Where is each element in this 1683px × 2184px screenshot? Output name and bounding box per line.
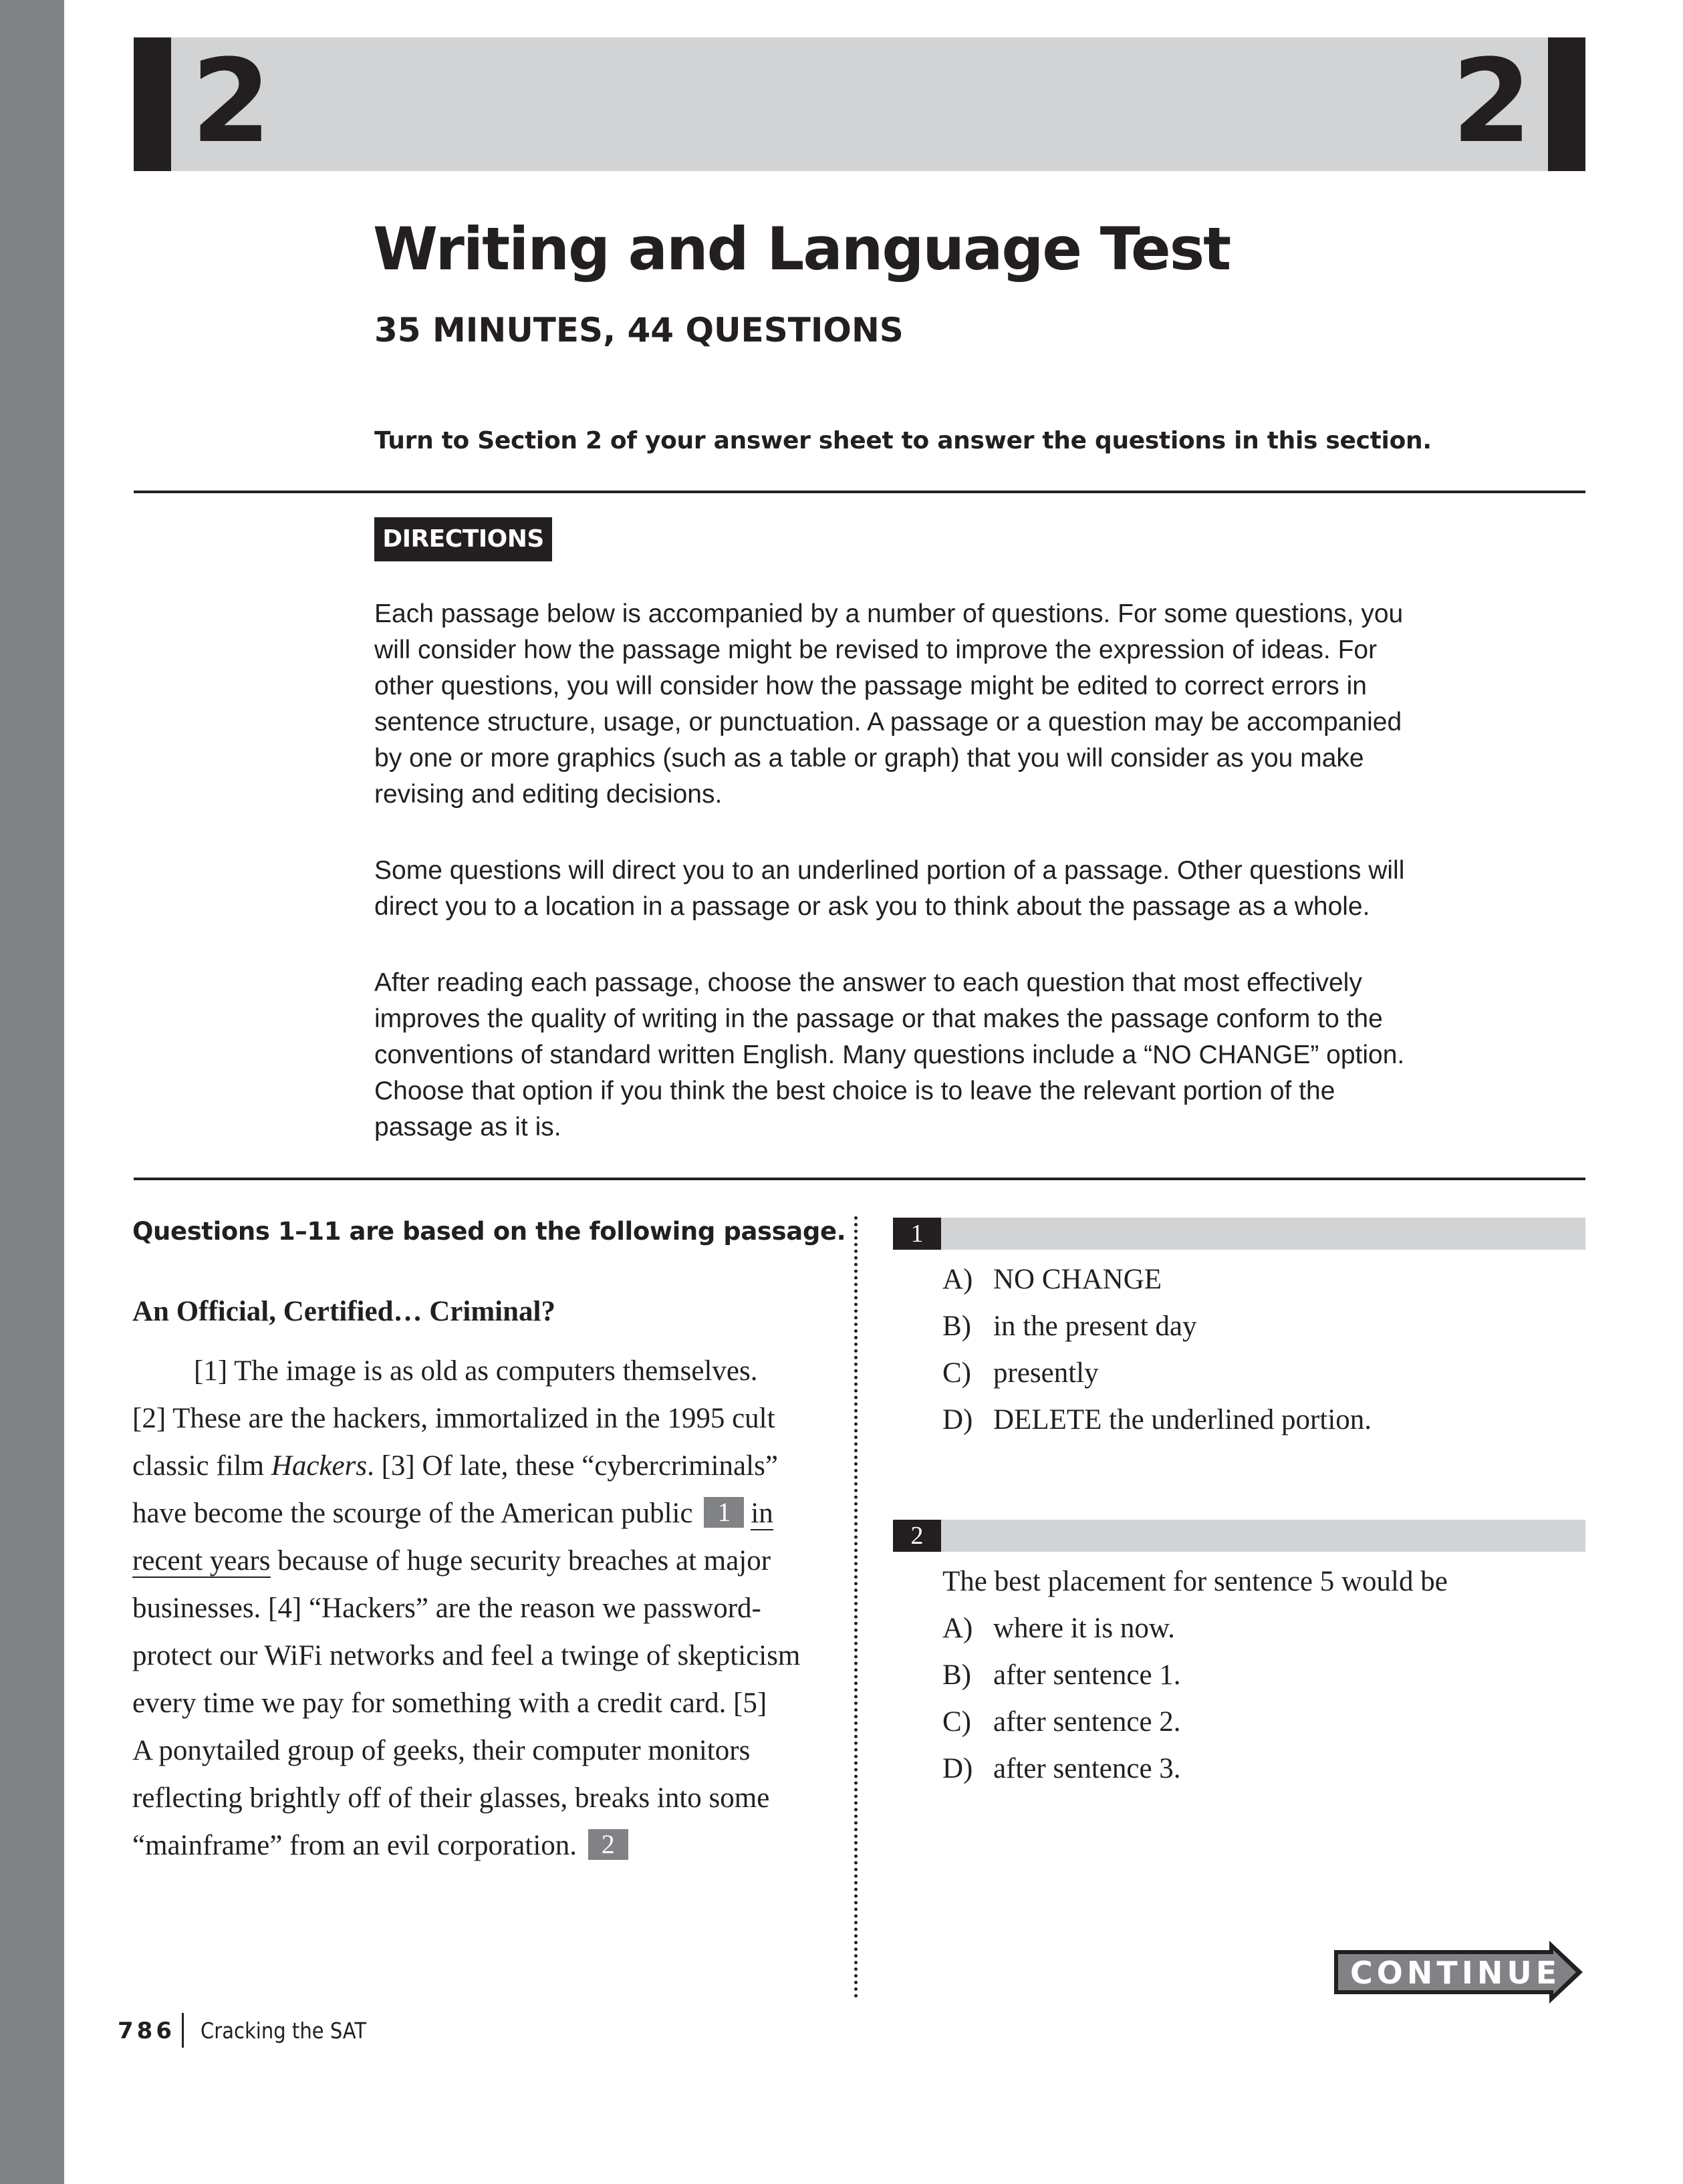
section-banner [134,34,1585,171]
passage-line [132,1537,821,1585]
underlined-portion[interactable]: in [751,1498,773,1529]
passage-line: [1] The image is as old as computers themselves. [194,1355,758,1387]
section-number-left: 2 [191,34,271,168]
divider-rule-top [134,491,1585,493]
choice-text: after sentence 1. [993,1659,1181,1691]
choice-letter: A) [942,1264,973,1295]
question-marker-1[interactable]: 1 [704,1497,744,1528]
answer-choice[interactable] [942,1397,1372,1444]
question-2-header [893,1520,1585,1552]
choice-text: NO CHANGE [993,1264,1162,1295]
film-title: Hackers [271,1450,368,1482]
passage-text-run: “mainframe” from an evil corporation. [132,1830,577,1861]
choice-text: in the present day [993,1311,1197,1342]
column-divider [854,1216,858,1998]
page-edge-strip [0,0,64,2184]
choice-letter: C) [942,1357,971,1389]
passage-line [132,1490,821,1537]
banner-bar-left [134,37,171,171]
continue-button[interactable] [1334,1941,1583,2004]
passage-line: every time we pay for something with a credit card. [5] [132,1687,767,1719]
passage-line: [2] These are the hackers, immortalized in the 1995 cult [132,1403,775,1434]
book-title: Cracking the SAT [201,2018,367,2044]
answer-choice[interactable] [942,1746,1181,1792]
passage-text [132,1347,821,1869]
divider-rule-bottom [134,1178,1585,1180]
question-2-stem: The best placement for sentence 5 would be [942,1566,1448,1597]
question-number: 1 [893,1218,941,1250]
choice-letter: D) [942,1753,973,1784]
choice-text: after sentence 3. [993,1753,1181,1784]
directions-paragraph: Each passage below is accompanied by a number of questions. For some questions, you will consider how the passage might be revised to improve the expression of ideas. For other questions, you will consider how the passage might be edited to correct errors in sentence structure, usage, or punctuation. A passage or a question may be accompanied by one or more graphics (such as a table or graph) that you will consider as you make revising and editing decisions. [374,599,1404,809]
answer-choice[interactable] [942,1699,1181,1746]
directions-paragraph: After reading each passage, choose the answer to each question that most effectively improves the quality of writing in the passage or that makes the passage conform to the conventions of standard written English. Many questions include a “NO CHANGE” option. Choose that option if you think the best choice is to leave the relevant portion of the passage as it is. [374,968,1405,1141]
passage-text-run: have become the scourge of the American public [132,1498,693,1529]
passage-line: businesses. [4] “Hackers” are the reason we password- [132,1593,761,1624]
choice-text: where it is now. [993,1613,1175,1644]
continue-label: CONTINUE [1350,1955,1561,1991]
question-marker-2[interactable]: 2 [588,1829,628,1860]
choice-letter: D) [942,1404,973,1436]
passage-line: protect our WiFi networks and feel a twinge of skepticism [132,1640,801,1671]
passage-line: A ponytailed group of geeks, their computer monitors [132,1735,751,1766]
directions-text [374,596,1430,1186]
passage-text-run: classic film [132,1450,271,1482]
choice-letter: C) [942,1706,971,1738]
choice-letter: B) [942,1659,971,1691]
answer-choice[interactable] [942,1256,1372,1303]
passage-text-run: . [3] Of late, these “cybercriminals” [367,1450,778,1482]
passage-line [132,1442,821,1490]
answer-choice[interactable] [942,1303,1372,1350]
choice-text: presently [993,1357,1099,1389]
banner-bar-right [1548,37,1585,171]
underlined-portion[interactable]: recent years [132,1545,271,1577]
test-timing: 35 MINUTES, 44 QUESTIONS [374,311,904,350]
passage-text-run: because of huge security breaches at major [270,1545,771,1577]
answer-choice[interactable] [942,1605,1181,1652]
section-number-right: 2 [1452,34,1532,168]
choice-text: after sentence 2. [993,1706,1181,1738]
question-number: 2 [893,1520,941,1552]
answer-choice[interactable] [942,1350,1372,1397]
answer-sheet-instruction: Turn to Section 2 of your answer sheet to answer the questions in this section. [374,427,1432,454]
directions-paragraph: Some questions will direct you to an underlined portion of a passage. Other questions will direct you to a location in a passage or ask you to think about the passage as a whole. [374,856,1405,921]
directions-label: DIRECTIONS [374,517,552,561]
choice-text: DELETE the underlined portion. [993,1404,1372,1436]
page-number: 786 [118,2018,175,2044]
question-1-choices [942,1256,1372,1444]
passage-title: An Official, Certified… Criminal? [132,1296,555,1327]
question-1-header [893,1218,1585,1250]
page-title: Writing and Language Test [373,215,1231,283]
passage-line [132,1822,821,1869]
choice-letter: A) [942,1613,973,1644]
question-2-choices [942,1605,1181,1792]
choice-letter: B) [942,1311,971,1342]
passage-line: reflecting brightly off of their glasses, breaks into some [132,1782,770,1814]
footer-separator [182,2013,184,2048]
answer-choice[interactable] [942,1652,1181,1699]
questions-intro: Questions 1–11 are based on the following passage. [132,1217,846,1246]
